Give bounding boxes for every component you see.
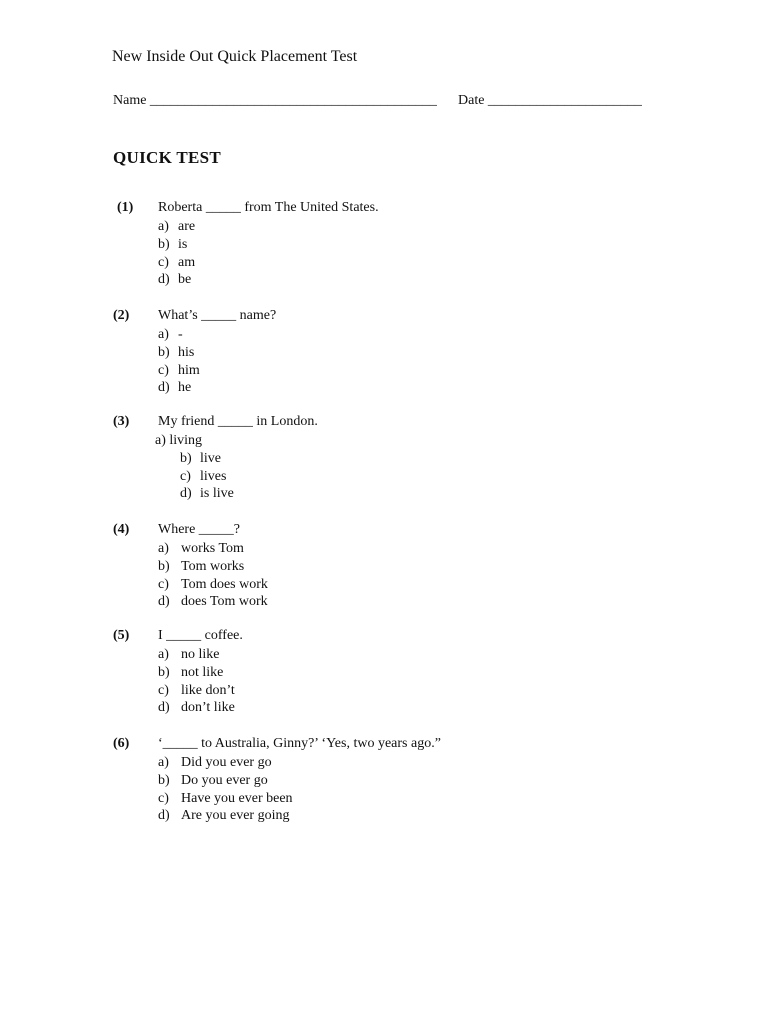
option-text: not like <box>181 664 224 680</box>
option-text: is <box>178 236 188 252</box>
question-number: (2) <box>113 308 130 323</box>
question-stem: Roberta _____ from The United States. <box>158 200 379 215</box>
section-title: QUICK TEST <box>113 148 222 167</box>
option-d <box>158 593 268 611</box>
answer-options <box>158 540 268 611</box>
option-b <box>158 772 293 790</box>
name-field: Name _________________________________________ <box>113 93 437 108</box>
option-letter: b) <box>180 450 192 466</box>
question-stem: Where _____? <box>158 522 241 537</box>
option-b <box>158 558 268 576</box>
option-text: - <box>178 327 183 342</box>
option-text: Tom does work <box>181 576 268 592</box>
option-text: Tom works <box>181 558 245 574</box>
option-letter: b) <box>158 558 170 574</box>
option-letter: b) <box>158 664 170 680</box>
option-text: is live <box>200 486 234 502</box>
document-title: New Inside Out Quick Placement Test <box>112 48 358 65</box>
option-text: be <box>178 272 192 288</box>
option-a <box>158 218 195 236</box>
question-stem: What’s _____ name? <box>158 308 277 323</box>
option-a <box>158 754 293 772</box>
option-d <box>158 379 200 397</box>
question-number: (3) <box>113 414 130 429</box>
option-text: Are you ever going <box>181 808 290 824</box>
option-letter: d) <box>158 594 170 610</box>
option-letter: b) <box>158 236 170 252</box>
answer-options <box>155 432 234 503</box>
question-number: (5) <box>113 628 130 643</box>
option-a <box>158 646 235 664</box>
question-number: (4) <box>113 522 130 537</box>
date-field: Date ______________________ <box>458 93 642 108</box>
question-stem: ‘_____ to Australia, Ginny?’ ‘Yes, two years ago.” <box>158 736 441 751</box>
answer-options <box>158 218 195 289</box>
question-stem: I _____ coffee. <box>158 628 243 643</box>
option-b <box>158 664 235 682</box>
option-letter: c) <box>158 254 169 270</box>
option-letter: c) <box>158 362 169 378</box>
option-c <box>158 576 268 594</box>
option-letter: a) <box>155 433 170 448</box>
option-letter: c) <box>180 468 191 484</box>
option-letter: a) <box>158 755 169 770</box>
option-letter: a) <box>158 647 169 662</box>
option-a <box>158 540 268 558</box>
option-letter: d) <box>158 700 170 716</box>
option-c <box>158 254 195 272</box>
option-text: am <box>178 254 196 270</box>
option-text: him <box>178 362 200 378</box>
option-letter: d) <box>158 380 170 396</box>
option-b <box>158 344 200 362</box>
option-letter: c) <box>158 790 169 806</box>
option-letter: b) <box>158 344 170 360</box>
option-letter: d) <box>158 808 170 824</box>
option-text: like don’t <box>181 682 235 698</box>
option-d <box>158 271 195 289</box>
option-letter: a) <box>158 219 169 234</box>
option-text: living <box>169 433 203 448</box>
option-text: don’t like <box>181 700 235 716</box>
option-text: Have you ever been <box>181 790 293 806</box>
option-text: Did you ever go <box>181 755 272 770</box>
option-text: lives <box>200 468 227 484</box>
option-letter: a) <box>158 541 169 556</box>
answer-options <box>158 326 200 397</box>
option-d <box>155 485 234 503</box>
answer-options <box>158 754 293 825</box>
question-number: (6) <box>113 736 130 751</box>
option-text: does Tom work <box>181 594 268 610</box>
option-c <box>158 682 235 700</box>
option-text: no like <box>181 647 220 662</box>
option-b <box>155 450 234 468</box>
option-text: are <box>178 219 196 234</box>
option-letter: c) <box>158 576 169 592</box>
option-c <box>158 362 200 380</box>
option-a <box>155 432 234 450</box>
option-c <box>158 790 293 808</box>
option-letter: b) <box>158 772 170 788</box>
question-number: (1) <box>117 200 134 215</box>
option-text: works Tom <box>181 541 244 556</box>
option-letter: d) <box>158 272 170 288</box>
option-d <box>158 807 293 825</box>
option-letter: a) <box>158 327 169 342</box>
option-a <box>158 326 200 344</box>
answer-options <box>158 646 235 717</box>
option-c <box>155 468 234 486</box>
option-text: Do you ever go <box>181 772 268 788</box>
option-d <box>158 699 235 717</box>
option-b <box>158 236 195 254</box>
option-letter: c) <box>158 682 169 698</box>
option-text: live <box>200 450 221 466</box>
option-text: his <box>178 344 195 360</box>
option-letter: d) <box>180 486 192 502</box>
option-text: he <box>178 380 192 396</box>
question-stem: My friend _____ in London. <box>158 414 318 429</box>
